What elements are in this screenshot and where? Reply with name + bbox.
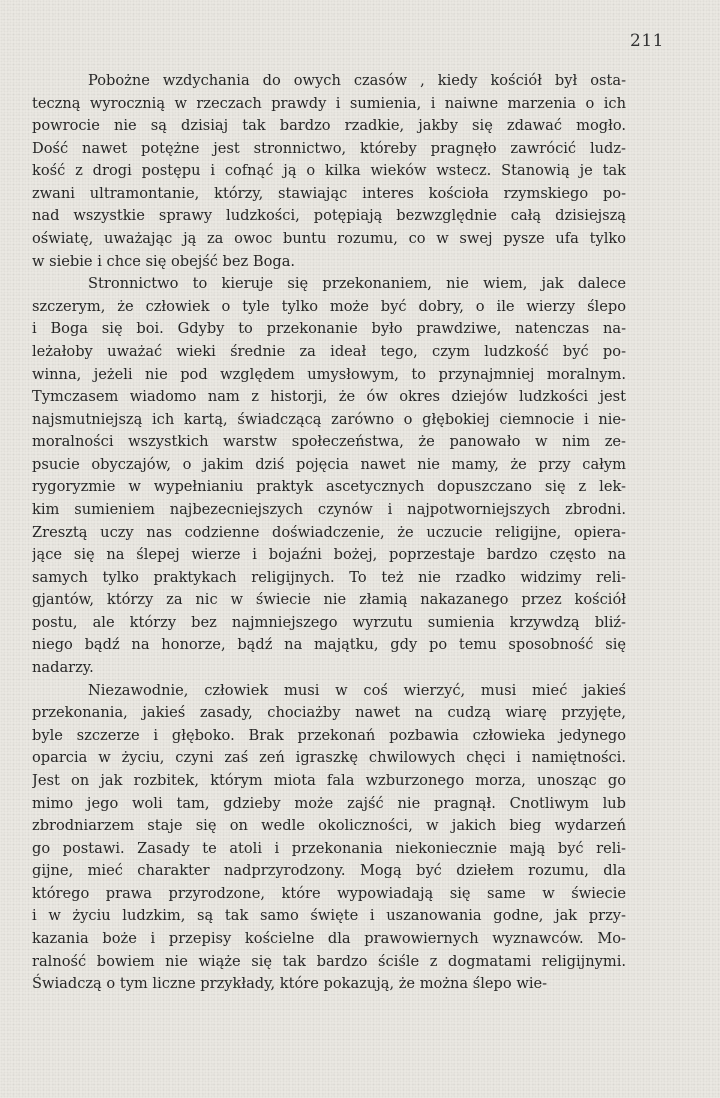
- paragraph: [32, 70, 626, 273]
- text-line: Tymczasem wiadomo nam z historji, że ów okres dziejów ludzkości jest: [32, 388, 626, 406]
- text-line: moralności wszystkich warstw społeczeństwa, że panowało w nim ze-: [32, 433, 626, 451]
- text-line: kość z drogi postępu i cofnąć ją o kilka wieków wstecz. Stanowią je tak: [32, 162, 626, 180]
- text-line: leżałoby uważać wieki średnie za ideał tego, czym ludzkość być po-: [32, 342, 626, 360]
- text-line: Jest on jak rozbitek, którym miota fala wzburzonego morza, unosząc go: [32, 771, 626, 789]
- text-line: którego prawa przyrodzone, które wypowiadają się same w świecie: [32, 884, 626, 902]
- text-line: mimo jego woli tam, gdzieby może zajść nie pragnął. Cnotliwym lub: [32, 794, 626, 812]
- paragraph: [32, 273, 626, 679]
- text-line: samych tylko praktykach religijnych. To też nie rzadko widzimy reli-: [32, 568, 626, 586]
- text-line: oparcia w życiu, czyni zaś zeń igraszkę chwilowych chęci i namiętności.: [32, 749, 626, 767]
- text-line: nad wszystkie sprawy ludzkości, potępiają bezwzględnie całą dzisiejszą: [32, 207, 626, 225]
- text-line: Stronnictwo to kieruje się przekonaniem, nie wiem, jak dalece: [88, 275, 626, 293]
- text-line: rygoryzmie w wypełnianiu praktyk ascetycznych dopuszczano się z lek-: [32, 478, 626, 496]
- text-line: jące się na ślepej wierze i bojaźni bożej, poprzestaje bardzo często na: [32, 546, 626, 564]
- text-line: byle szczerze i głęboko. Brak przekonań pozbawia człowieka jedynego: [32, 726, 626, 744]
- text-line: powrocie nie są dzisiaj tak bardzo rzadkie, jakby się zdawać mogło.: [32, 117, 626, 135]
- text-line: go postawi. Zasady te atoli i przekonania niekoniecznie mają być reli-: [32, 839, 626, 857]
- text-line: postu, ale którzy bez najmniejszego wyrzutu sumienia krzywdzą bliź-: [32, 613, 626, 631]
- text-line: zwani ultramontanie, którzy, stawiając interes kościoła rzymskiego po-: [32, 184, 626, 202]
- text-line: winna, jeżeli nie pod względem umysłowym, to przynajmniej moralnym.: [32, 365, 626, 383]
- text-line: gijne, mieć charakter nadprzyrodzony. Mogą być dziełem rozumu, dla: [32, 862, 626, 880]
- text-line: Zresztą uczy nas codzienne doświadczenie, że uczucie religijne, opiera-: [32, 523, 626, 541]
- text-line: Świadczą o tym liczne przykłady, które pokazują, że można ślepo wie-: [32, 975, 548, 993]
- text-line: kim sumieniem najbezecniejszych czynów i najpotworniejszych zbrodni.: [32, 500, 626, 518]
- text-line: Pobożne wzdychania do owych czasów , kiedy kościół był osta-: [88, 72, 626, 89]
- text-line: zbrodniarzem staje się on wedle okoliczności, w jakich bieg wydarzeń: [32, 817, 626, 835]
- text-line: oświatę, uważając ją za owoc buntu rozumu, co w swej pysze ufa tylko: [32, 230, 626, 248]
- text-line: gjantów, którzy za nic w świecie nie złamią nakazanego przez kościół: [32, 591, 626, 609]
- text-line: szczerym, że człowiek o tyle tylko może być dobry, o ile wierzy ślepo: [32, 297, 626, 315]
- text-line: kazania boże i przepisy kościelne dla prawowiernych wyznawców. Mo-: [32, 929, 626, 947]
- page-text: [32, 70, 626, 996]
- text-line: i Boga się boi. Gdyby to przekonanie było prawdziwe, natenczas na-: [32, 320, 626, 338]
- page-number: 211: [630, 31, 664, 51]
- text-line: w siebie i chce się obejść bez Boga.: [32, 252, 296, 270]
- text-line: niego bądź na honorze, bądź na majątku, gdy po temu sposobność się: [32, 636, 626, 654]
- paragraph: [32, 680, 626, 996]
- text-line: teczną wyrocznią w rzeczach prawdy i sumienia, i naiwne marzenia o ich: [32, 94, 626, 112]
- text-line: nadarzy.: [32, 659, 94, 677]
- text-line: Niezawodnie, człowiek musi w coś wierzyć, musi mieć jakieś: [88, 681, 626, 699]
- text-line: najsmutniejszą ich kartą, świadczącą zarówno o głębokiej ciemnocie i nie-: [32, 410, 626, 428]
- text-line: i w życiu ludzkim, są tak samo święte i uszanowania godne, jak przy-: [32, 907, 626, 925]
- text-line: przekonania, jakieś zasady, chociażby nawet na cudzą wiarę przyjęte,: [32, 704, 626, 722]
- text-line: psucie obyczajów, o jakim dziś pojęcia nawet nie mamy, że przy całym: [32, 455, 626, 473]
- text-line: ralność bowiem nie wiąże się tak bardzo ściśle z dogmatami religijnymi.: [32, 952, 626, 970]
- text-line: Dość nawet potężne jest stronnictwo, któreby pragnęło zawrócić ludz-: [32, 139, 626, 157]
